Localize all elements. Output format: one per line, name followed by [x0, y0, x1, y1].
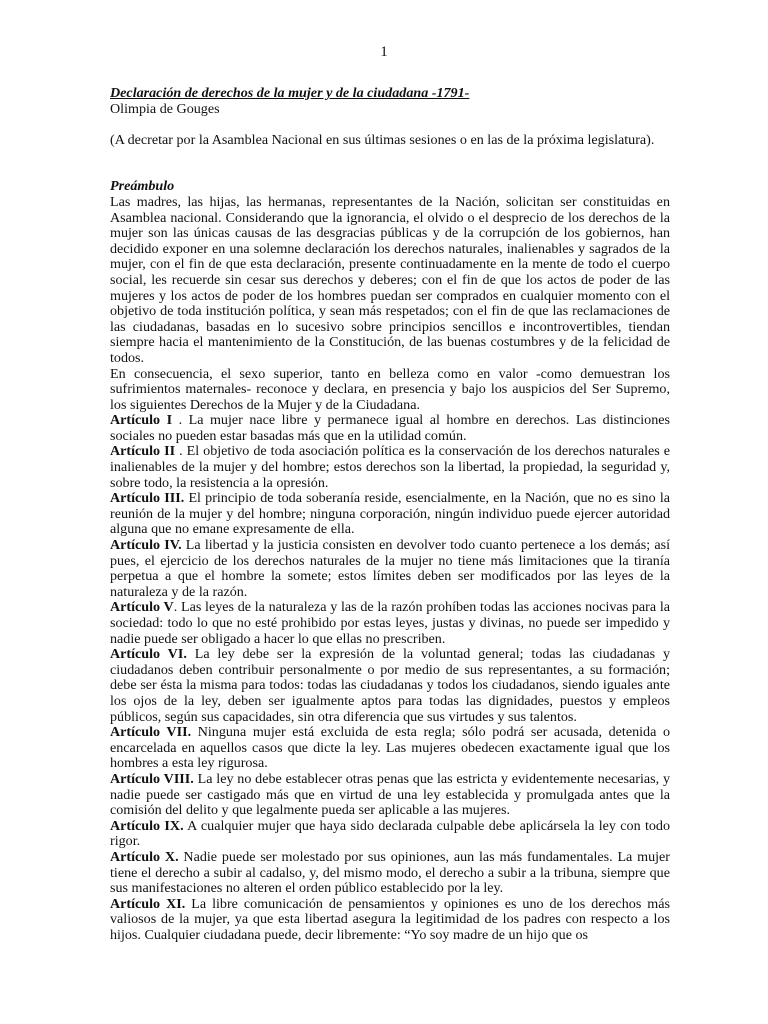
article-1: [110, 413, 670, 444]
article-label: Artículo VII.: [110, 724, 192, 741]
article-11: [110, 897, 670, 944]
document-title: Declaración de derechos de la mujer y de la ciudadana -1791-: [110, 85, 470, 101]
article-text: La ley debe ser la expresión de la voluntad general; todas las ciudadanas y ciudadanos deben contribuir personalmente o por medio de sus representantes, a su formación; debe ser ésta la misma para todos: todas las ciudadanas y todos los ciudadanos, siendo iguales ante los ojos de la ley, deben ser igualmente aptos para todas las dignidades, puestos y empleos públicos, según sus capacidades, sin otra diferencia que sus virtudes y sus talentos.: [110, 646, 670, 725]
article-7: [110, 725, 670, 772]
article-10: [110, 850, 670, 897]
article-label: Artículo IV.: [110, 537, 182, 554]
article-label: Artículo II: [110, 443, 176, 460]
article-label: Artículo VIII.: [110, 770, 194, 787]
article-label: Artículo V: [110, 599, 174, 616]
article-label: Artículo VI.: [110, 646, 187, 663]
article-text: La ley no debe establecer otras penas que las estricta y evidentemente necesarias, y nadie puede ser castigado más que en virtud de una ley establecida y promulgada antes que la comisión del delito y que legalmente pueda ser aplicable a las mujeres.: [110, 770, 670, 819]
article-label: Artículo IX.: [110, 817, 184, 834]
article-3: [110, 491, 670, 538]
article-text: La libertad y la justicia consisten en devolver todo cuanto pertenece a los demás; así pues, el ejercicio de los derechos naturales de la mujer no tiene más limitaciones que la tiranía perpetua a que el hombre la somete; estos límites deben ser modificados por las leyes de la naturaleza y de la razón.: [110, 537, 670, 600]
article-text: Ninguna mujer está excluida de esta regla; sólo podrá ser acusada, detenida o encarcelada en aquellos casos que dicte la ley. Las mujeres obedecen exactamente igual que los hombres a esta ley rigurosa.: [110, 724, 670, 772]
article-4: [110, 538, 670, 600]
document-subtitle: (A decretar por la Asamblea Nacional en sus últimas sesiones o en las de la próxima legislatura).: [110, 131, 655, 148]
article-label: Artículo I: [110, 412, 173, 429]
article-6: [110, 647, 670, 725]
article-5: [110, 600, 670, 647]
article-label: Artículo X.: [110, 848, 179, 865]
article-9: [110, 819, 670, 850]
article-text: . El objetivo de toda asociación política es la conservación de los derechos naturales e inalienables de la mujer y del hombre; estos derechos son la libertad, la propiedad, la seguridad y, sobre todo, la resistencia a la opresión.: [110, 443, 670, 491]
author-name: Olimpia de Gouges: [110, 100, 220, 117]
article-text: Nadie puede ser molestado por sus opiniones, aun las más fundamentales. La mujer tiene el derecho a subir al cadalso, y, del mismo modo, el derecho a subir a la tribuna, siempre que sus manifestaciones no alteren el orden público establecido por la ley.: [110, 848, 670, 897]
article-label: Artículo XI.: [110, 895, 186, 912]
article-text: A cualquier mujer que haya sido declarada culpable debe aplicársela la ley con todo rigor.: [110, 817, 670, 850]
article-text: El principio de toda soberanía reside, esencialmente, en la Nación, que no es sino la reunión de la mujer y del hombre; ninguna corporación, ningún individuo puede ejercer autoridad alguna que no emane expresamente de ella.: [110, 490, 670, 538]
article-text: . Las leyes de la naturaleza y las de la razón prohíben todas las acciones nocivas para la sociedad: todo lo que no esté prohibido por estas leyes, justas y divinas, no puede ser impedido y nadie puede ser obligado a hacer lo que ellas no prescriben.: [110, 599, 670, 647]
document-body: [110, 86, 670, 943]
preambulo-heading: Preámbulo: [110, 178, 175, 195]
articles-list: [110, 413, 670, 943]
page-number: 1: [380, 44, 388, 60]
consecuencia-paragraph: En consecuencia, el sexo superior, tanto en belleza como en valor -como demuestran los sufrimientos maternales- reconoce y declara, en presencia y bajo los auspicios del Ser Supremo, los siguientes Derechos de la Mujer y de la Ciudadana.: [110, 365, 670, 413]
preambulo-paragraph: Las madres, las hijas, las hermanas, representantes de la Nación, solicitan ser constituidas en Asamblea nacional. Considerando que la ignorancia, el olvido o el desprecio de los derechos de la mujer son las únicas causas de las desgracias públicas y de la corrupción de los gobiernos, han decidido exponer en una solemne declaración los derechos naturales, inalienables y sagrados de la mujer, con el fin de que esta declaración, presente continuadamente en la mente de todo el cuerpo social, les recuerde sin cesar sus derechos y deberes; con el fin de que los actos de poder de las mujeres y los actos de poder de los hombres puedan ser comprados en cualquier momento con el objetivo de toda institución política, y sean más respetados; con el fin de que las reclamaciones de las ciudadanas, basadas en lo sucesivo sobre principios sencillos e incontrovertibles, tiendan siempre hacia el mantenimiento de la Constitución, de las buenas costumbres y de la felicidad de todos.: [110, 193, 670, 366]
article-text: La libre comunicación de pensamientos y opiniones es uno de los derechos más valiosos de la mujer, ya que esta libertad asegura la legitimidad de los padres con respecto a los hijos. Cualquier ciudadana puede, decir libremente: “Yo soy madre de un hijo que os: [110, 895, 670, 943]
article-label: Artículo III.: [110, 490, 185, 507]
article-text: . La mujer nace libre y permanece igual al hombre en derechos. Las distinciones sociales no pueden estar basadas más que en la utilidad común.: [110, 412, 670, 444]
article-2: [110, 444, 670, 491]
article-8: [110, 772, 670, 819]
